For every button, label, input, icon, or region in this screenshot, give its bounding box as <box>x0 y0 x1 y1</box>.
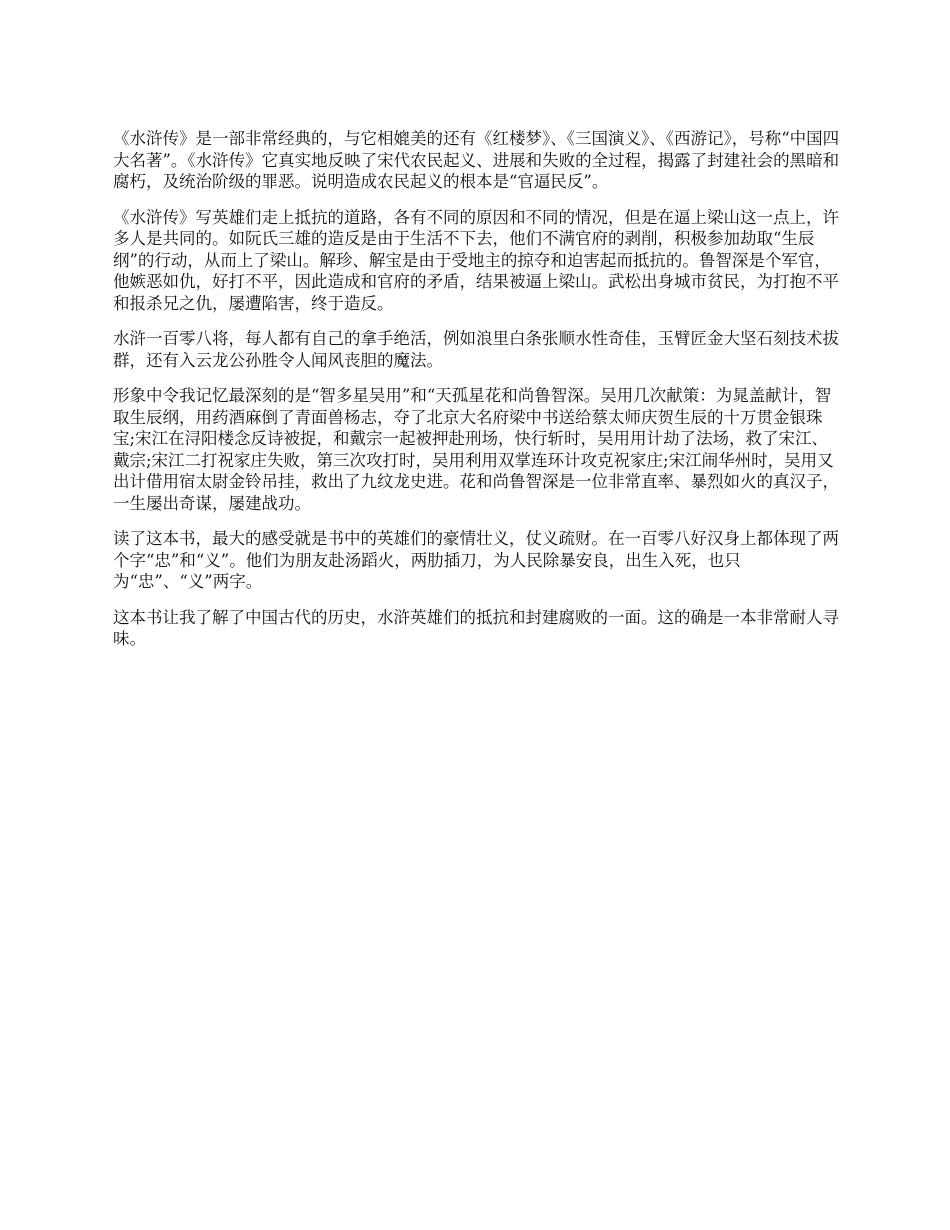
paragraph-2: 《水浒传》写英雄们走上抵抗的道路，各有不同的原因和不同的情况，但是在逼上梁山这一点上，许多人是共同的。如阮氏三雄的造反是由于生活不下去，他们不满官府的剥削，积极参加劫取“生辰纲”的行动，从而上了梁山。解珍、解宝是由于受地主的掠夺和迫害起而抵抗的。鲁智深是个军官，他嫉恶如仇，好打不平，因此造成和官府的矛盾，结果被逼上梁山。武松出身城市贫民，为打抱不平和报杀兄之仇，屡遭陷害，终于造反。 <box>113 207 839 313</box>
paragraph-3: 水浒一百零八将，每人都有自己的拿手绝活，例如浪里白条张顺水性奇佳，玉臂匠金大坚石刻技术拔群，还有入云龙公孙胜令人闻风丧胆的魔法。 <box>113 329 839 370</box>
paragraph-5: 读了这本书，最大的感受就是书中的英雄们的豪情壮义，仗义疏财。在一百零八好汉身上都体现了两个字“忠”和“义”。他们为朋友赴汤蹈火，两肋插刀，为人民除暴安良，出生入死，也只为“忠”、“义”两字。 <box>113 529 839 591</box>
paragraph-4: 形象中令我记忆最深刻的是“智多星吴用”和“天孤星花和尚鲁智深。吴用几次献策：为晁盖献计，智取生辰纲，用药酒麻倒了青面兽杨志，夺了北京大名府梁中书送给蔡太师庆贺生辰的十万贯金银珠宝;宋江在浔阳楼念反诗被捉，和戴宗一起被押赴刑场，快行斩时，吴用用计劫了法场，救了宋江、戴宗;宋江二打祝家庄失败，第三次攻打时，吴用利用双掌连环计攻克祝家庄;宋江闹华州时，吴用又出计借用宿太尉金铃吊挂，救出了九纹龙史进。花和尚鲁智深是一位非常直率、暴烈如火的真汉子，一生屡出奇谋，屡建战功。 <box>113 386 839 513</box>
document-body <box>113 128 841 664</box>
paragraph-6: 这本书让我了解了中国古代的历史，水浒英雄们的抵抗和封建腐败的一面。这的确是一本非常耐人寻味。 <box>113 607 839 648</box>
paragraph-1: 《水浒传》是一部非常经典的，与它相媲美的还有《红楼梦》、《三国演义》、《西游记》，号称“中国四大名著”。《水浒传》它真实地反映了宋代农民起义、进展和失败的全过程，揭露了封建社会的黑暗和腐朽，及统治阶级的罪恶。说明造成农民起义的根本是“官逼民反”。 <box>113 129 840 191</box>
